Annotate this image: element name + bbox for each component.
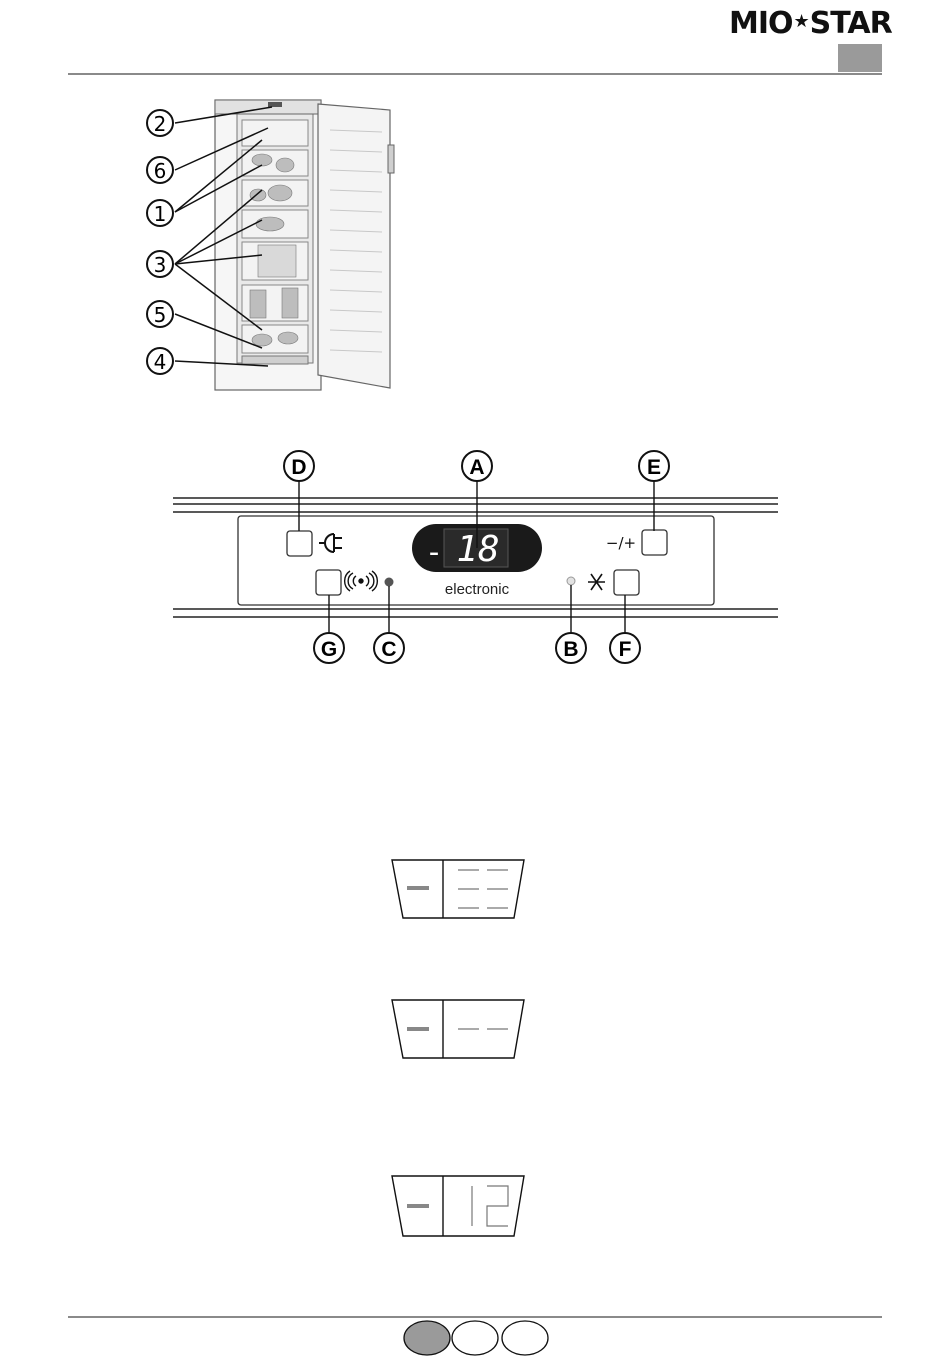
callout-label: 2 [153, 112, 167, 136]
display-sign: - [424, 535, 444, 570]
callout-label: 1 [153, 202, 167, 226]
callout-label: E [646, 456, 662, 479]
callout-label: 3 [153, 253, 167, 277]
callout-label: C [381, 638, 397, 661]
language-circle [452, 1321, 498, 1355]
logo-text-left: MIO [729, 6, 793, 41]
logo-text-right: STAR [809, 6, 892, 41]
display-value: 18 [456, 529, 500, 570]
callout-label: A [469, 456, 485, 479]
callout-label: 4 [153, 350, 167, 374]
star-icon: ★ [793, 11, 809, 32]
language-circle [502, 1321, 548, 1355]
callout-label: F [618, 638, 632, 661]
electronic-label: electronic [444, 581, 510, 598]
callout-label: 5 [153, 303, 167, 327]
callout-label: G [320, 638, 338, 661]
callout-label: B [563, 638, 579, 661]
callout-label: 6 [153, 159, 167, 183]
language-circle-active [404, 1321, 450, 1355]
callout-label: D [291, 456, 307, 479]
plus-minus-label: −/+ [605, 534, 637, 552]
